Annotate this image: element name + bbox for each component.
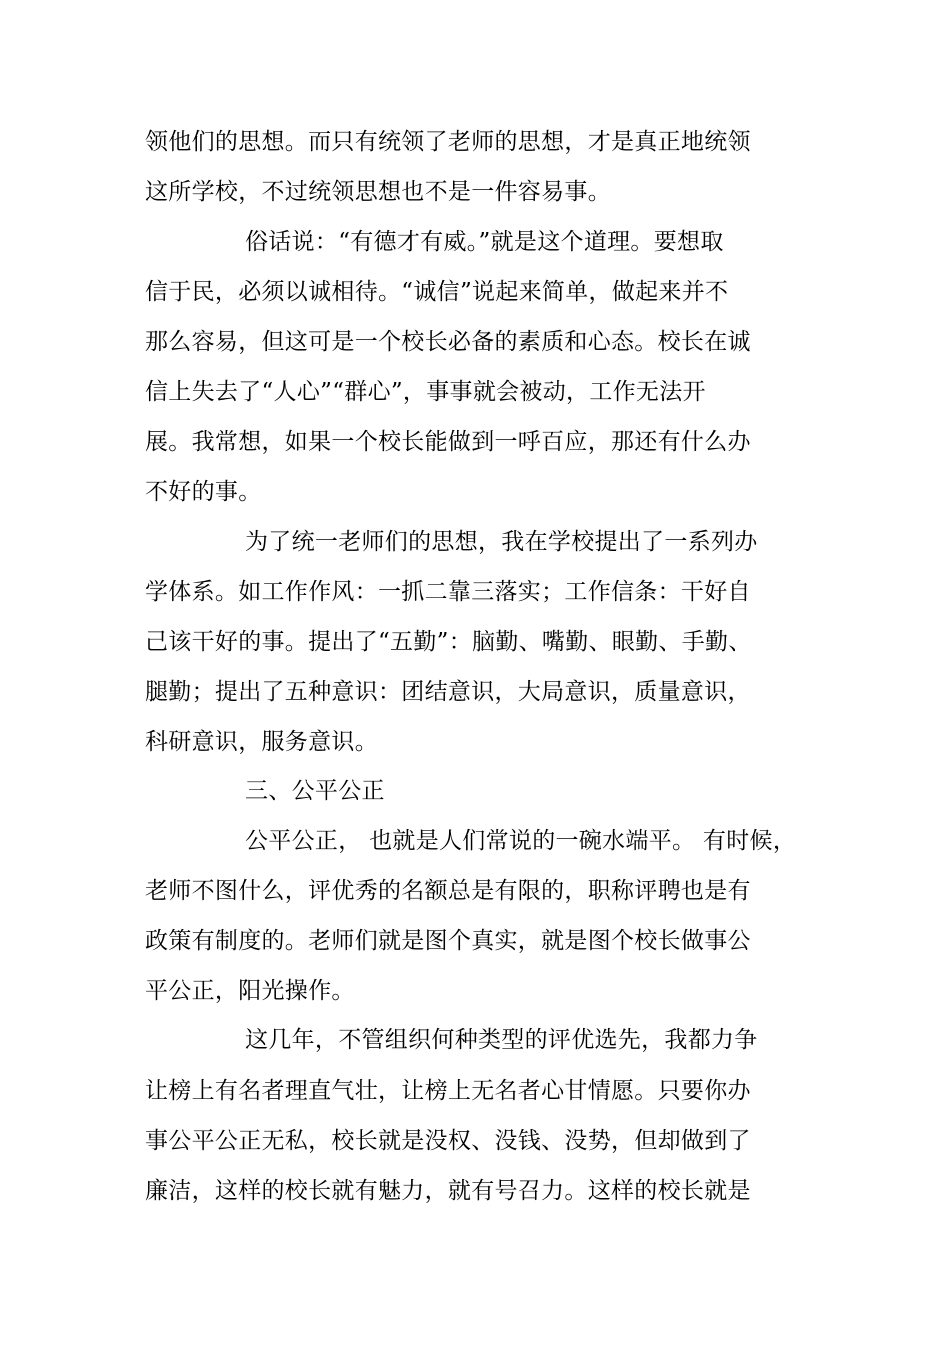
text-line: 这所学校，不过统领思想也不是一件容易事。 xyxy=(145,179,611,205)
text-line: 信于民，必须以诚相待。“诚信”说起来简单，做起来并不 xyxy=(145,279,729,305)
text-line: 领他们的思想。而只有统领了老师的思想，才是真正地统领 xyxy=(145,129,751,155)
text-line: 不好的事。 xyxy=(145,479,262,505)
text-line: 信上失去了“人心”“群心”，事事就会被动，工作无法开 xyxy=(145,379,706,405)
text-line: 那么容易，但这可是一个校长必备的素质和心态。校长在诚 xyxy=(145,329,751,355)
text-line: 展。我常想，如果一个校长能做到一呼百应，那还有什么办 xyxy=(145,429,751,455)
text-line: 腿勤；提出了五种意识：团结意识，大局意识，质量意识， xyxy=(145,679,751,705)
text-line: 平公正，阳光操作。 xyxy=(145,978,355,1004)
text-line: 科研意识，服务意识。 xyxy=(145,729,378,755)
text-line: 事公平公正无私，校长就是没权、没钱、没势，但却做到了 xyxy=(145,1128,751,1154)
paragraph-first-line: 俗话说：“有德才有威。”就是这个道理。要想取 xyxy=(245,229,724,255)
text-line: 己该干好的事。提出了“五勤”：脑勤、嘴勤、眼勤、手勤、 xyxy=(145,629,752,655)
text-line: 学体系。如工作作风：一抓二靠三落实；工作信条：干好自 xyxy=(145,579,751,605)
text-line: 让榜上有名者理直气壮，让榜上无名者心甘情愿。只要你办 xyxy=(145,1078,751,1104)
section-heading: 三、公平公正 xyxy=(245,778,385,804)
paragraph-first-line: 为了统一老师们的思想，我在学校提出了一系列办 xyxy=(245,529,758,555)
text-line: 政策有制度的。老师们就是图个真实，就是图个校长做事公 xyxy=(145,928,751,954)
text-line: 廉洁，这样的校长就有魅力，就有号召力。这样的校长就是 xyxy=(145,1178,751,1204)
paragraph-first-line: 公平公正， 也就是人们常说的一碗水端平。 有时候， xyxy=(245,828,797,854)
text-line: 老师不图什么，评优秀的名额总是有限的，职称评聘也是有 xyxy=(145,878,751,904)
paragraph-first-line: 这几年，不管组织何种类型的评优选先，我都力争 xyxy=(245,1027,758,1053)
